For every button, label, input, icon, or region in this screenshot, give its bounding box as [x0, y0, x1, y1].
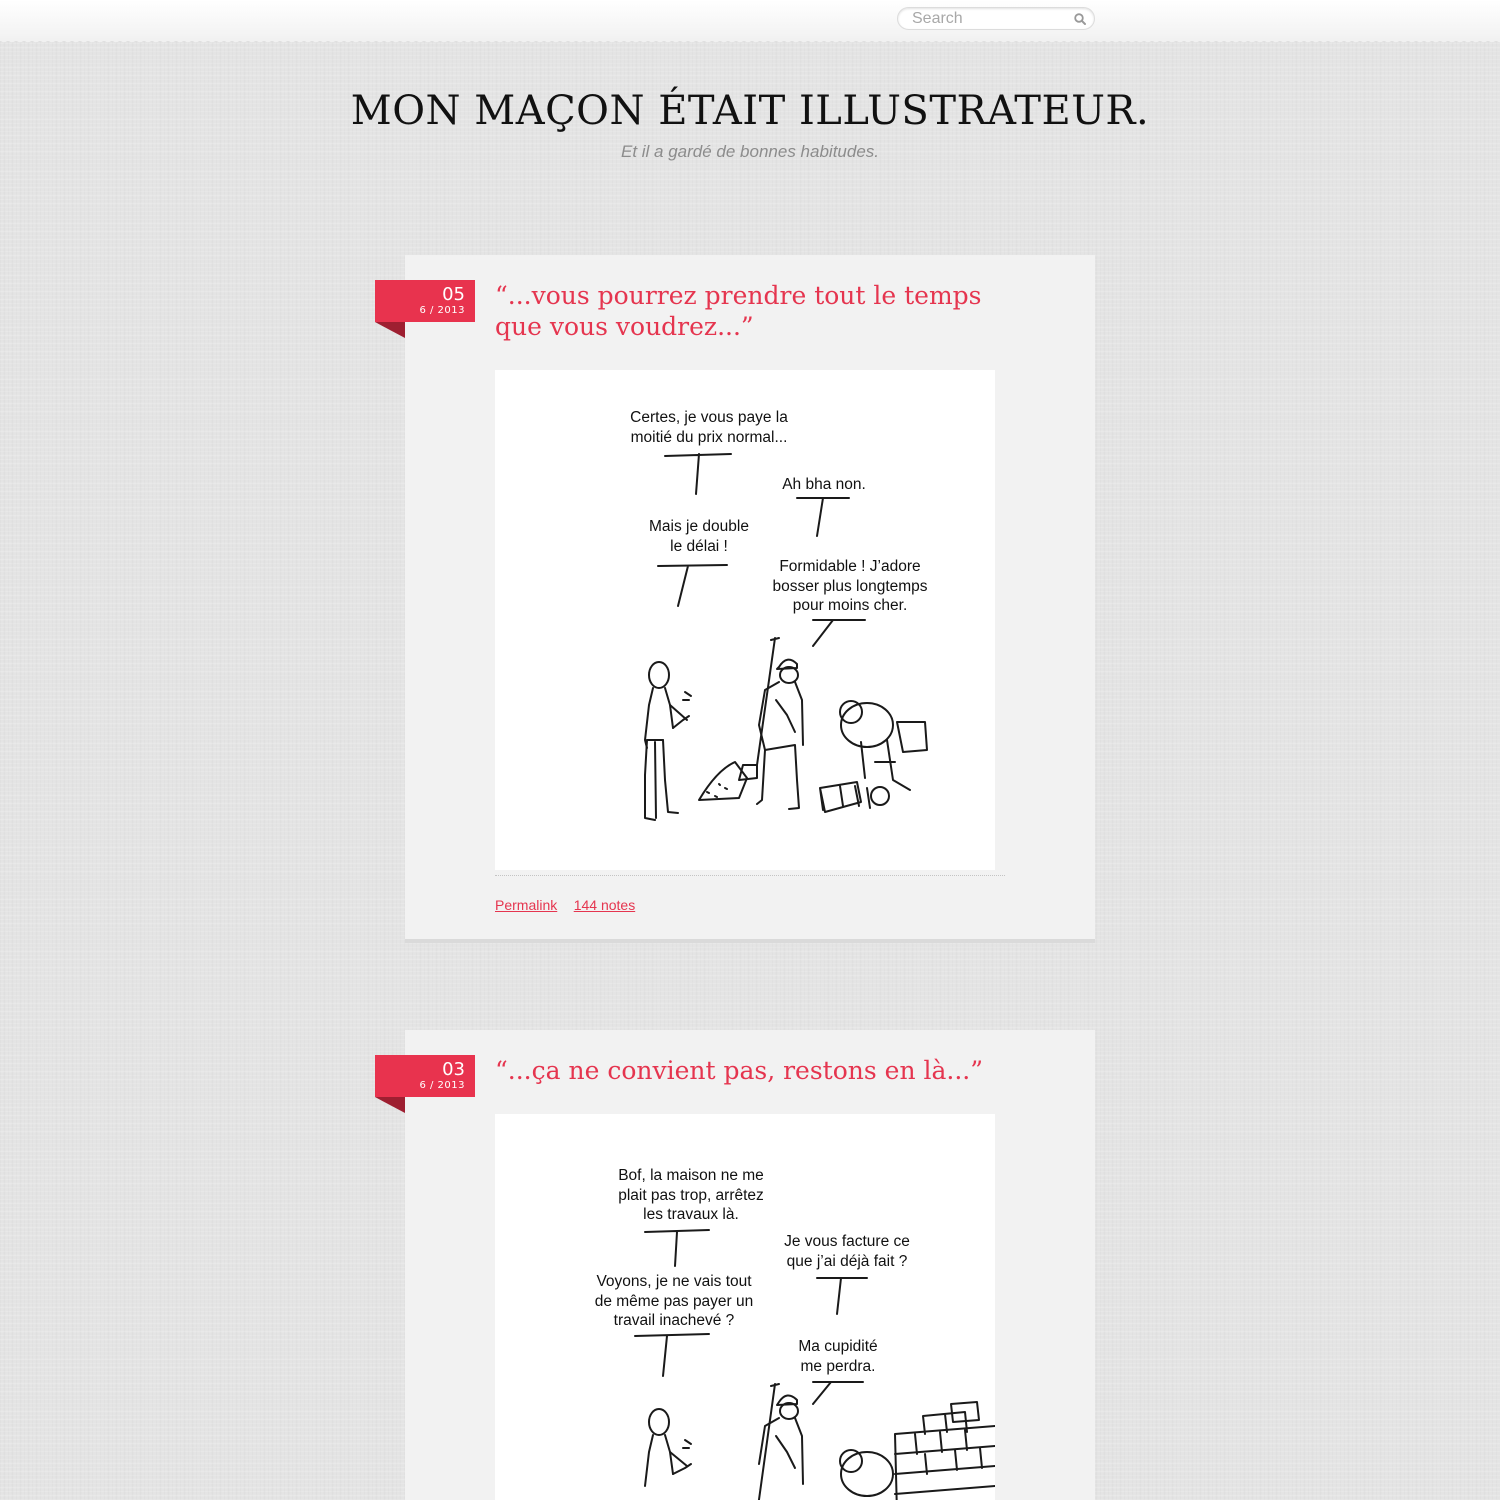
post-month-year: 6 / 2013 — [419, 305, 465, 316]
search-input[interactable] — [912, 9, 1062, 28]
comic-bubble-4: Ma cupidité me perdra. — [798, 1338, 878, 1375]
post-day: 03 — [442, 1059, 465, 1080]
site-title[interactable]: MON MAÇON ÉTAIT ILLUSTRATEUR. — [350, 88, 1150, 134]
comic-bubble-1: Certes, je vous paye la moitié du prix normal... — [630, 409, 788, 446]
post-day: 05 — [442, 284, 465, 305]
search-icon[interactable] — [1073, 12, 1087, 26]
comic-bubble-3: Mais je double le délai ! — [649, 518, 749, 555]
post-month-year: 6 / 2013 — [419, 1080, 465, 1091]
top-bar — [0, 0, 1500, 42]
post-divider — [495, 875, 1005, 876]
permalink-link[interactable]: Permalink — [495, 897, 558, 913]
post-card — [405, 1030, 1095, 1500]
date-ribbon — [375, 280, 475, 322]
date-ribbon — [375, 1055, 475, 1097]
comic-bubble-2: Ah bha non. — [782, 476, 866, 493]
comic-bubble-1: Bof, la maison ne me plait pas trop, arrêtez les travaux là. — [618, 1167, 764, 1223]
search-box[interactable] — [897, 7, 1095, 30]
notes-link[interactable]: 144 notes — [573, 897, 636, 913]
site-tagline: Et il a gardé de bonnes habitudes. — [620, 142, 880, 161]
comic-image[interactable] — [495, 1114, 995, 1500]
post-title[interactable]: “...ça ne convient pas, restons en là...” — [495, 1056, 984, 1085]
post-title[interactable]: “...vous pourrez prendre tout le temps que vous voudrez...” — [495, 281, 982, 341]
comic-bubble-4: Formidable ! J’adore bosser plus longtemps pour moins cher. — [772, 558, 928, 614]
ribbon-fold — [375, 1097, 405, 1113]
comic-image[interactable] — [495, 370, 995, 870]
ribbon-fold — [375, 322, 405, 338]
comic-bubble-3: Voyons, je ne vais tout de même pas payer un travail inachevé ? — [594, 1273, 754, 1329]
comic-bubble-2: Je vous facture ce que j’ai déjà fait ? — [784, 1233, 910, 1270]
post-footer-links — [495, 897, 647, 915]
top-bar-scalloped-edge — [0, 38, 1500, 46]
post-card — [405, 255, 1095, 943]
